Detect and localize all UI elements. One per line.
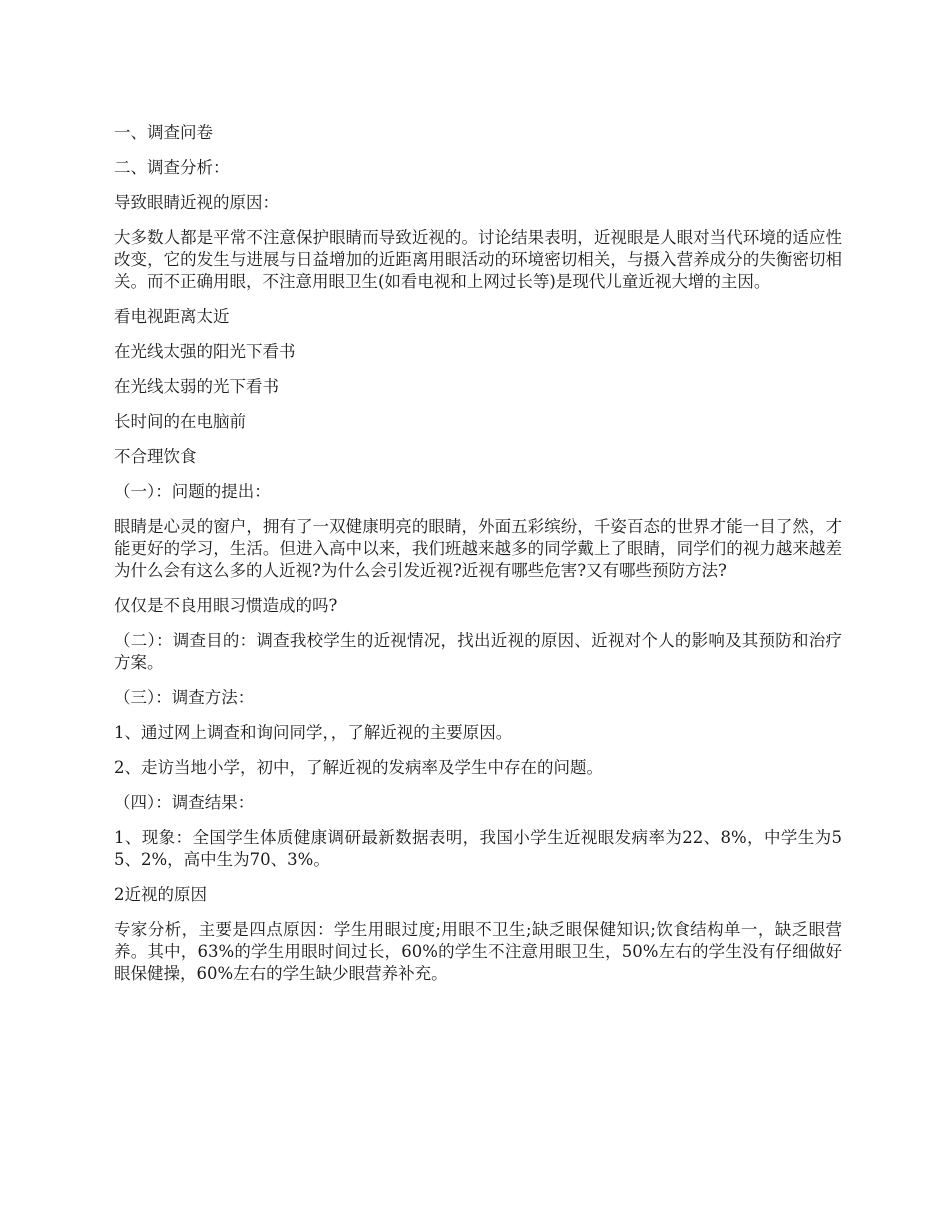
document-page [114, 122, 842, 998]
heading-problem-statement: （一）：问题的提出： [114, 482, 271, 501]
heading-survey-method: （三）：调查方法： [114, 688, 255, 707]
heading-survey-analysis: 二、调查分析： [114, 158, 230, 177]
heading-survey-questionnaire: 一、调查问卷 [114, 123, 213, 142]
method-item-online: 1、通过网上调查和询问同学，，了解近视的主要原因。 [114, 723, 513, 742]
result-item-phenomenon: 1、现象：全国学生体质健康调研最新数据表明，我国小学生近视眼发病率为22、8%，中学生为55、2%，高中生为70、3%。 [114, 828, 842, 869]
result-item-causes-heading: 2近视的原因 [114, 885, 207, 904]
paragraph-expert-analysis: 专家分析，主要是四点原因：学生用眼过度;用眼不卫生;缺乏眼保健知识;饮食结构单一，缺乏眼营养。其中，63%的学生用眼时间过长，60%的学生不注意用眼卫生，50%左右的学生没有仔细做好眼保健操，60%左右的学生缺少眼营养补充。 [114, 920, 842, 983]
paragraph-question: 仅仅是不良用眼习惯造成的吗? [114, 596, 338, 615]
cause-item-computer-time: 长时间的在电脑前 [114, 412, 246, 431]
paragraph-survey-purpose: （二）：调查目的：调查我校学生的近视情况，找出近视的原因、近视对个人的影响及其预防和治疗方案。 [114, 631, 842, 672]
cause-item-strong-light: 在光线太强的阳光下看书 [114, 342, 296, 361]
paragraph-causes-intro: 大多数人都是平常不注意保护眼睛而导致近视的。讨论结果表明，近视眼是人眼对当代环境的适应性改变，它的发生与进展与日益增加的近距离用眼活动的环境密切相关，与摄入营养成分的失衡密切相关。而不正确用眼，不注意用眼卫生(如看电视和上网过长等)是现代儿童近视大增的主因。 [114, 228, 842, 291]
paragraph-problem-statement: 眼睛是心灵的窗户，拥有了一双健康明亮的眼睛，外面五彩缤纷，千姿百态的世界才能一目了然，才能更好的学习，生活。但进入高中以来，我们班越来越多的同学戴上了眼睛，同学们的视力越来越差为什么会有这么多的人近视?为什么会引发近视?近视有哪些危害?又有哪些预防方法? [114, 517, 842, 580]
method-item-visit: 2、走访当地小学，初中，了解近视的发病率及学生中存在的问题。 [114, 758, 603, 777]
heading-survey-results: （四）：调查结果： [114, 793, 255, 812]
cause-item-weak-light: 在光线太弱的光下看书 [114, 377, 279, 396]
cause-item-diet: 不合理饮食 [114, 447, 197, 466]
cause-item-tv-distance: 看电视距离太近 [114, 307, 230, 326]
heading-myopia-causes: 导致眼睛近视的原因： [114, 193, 279, 212]
